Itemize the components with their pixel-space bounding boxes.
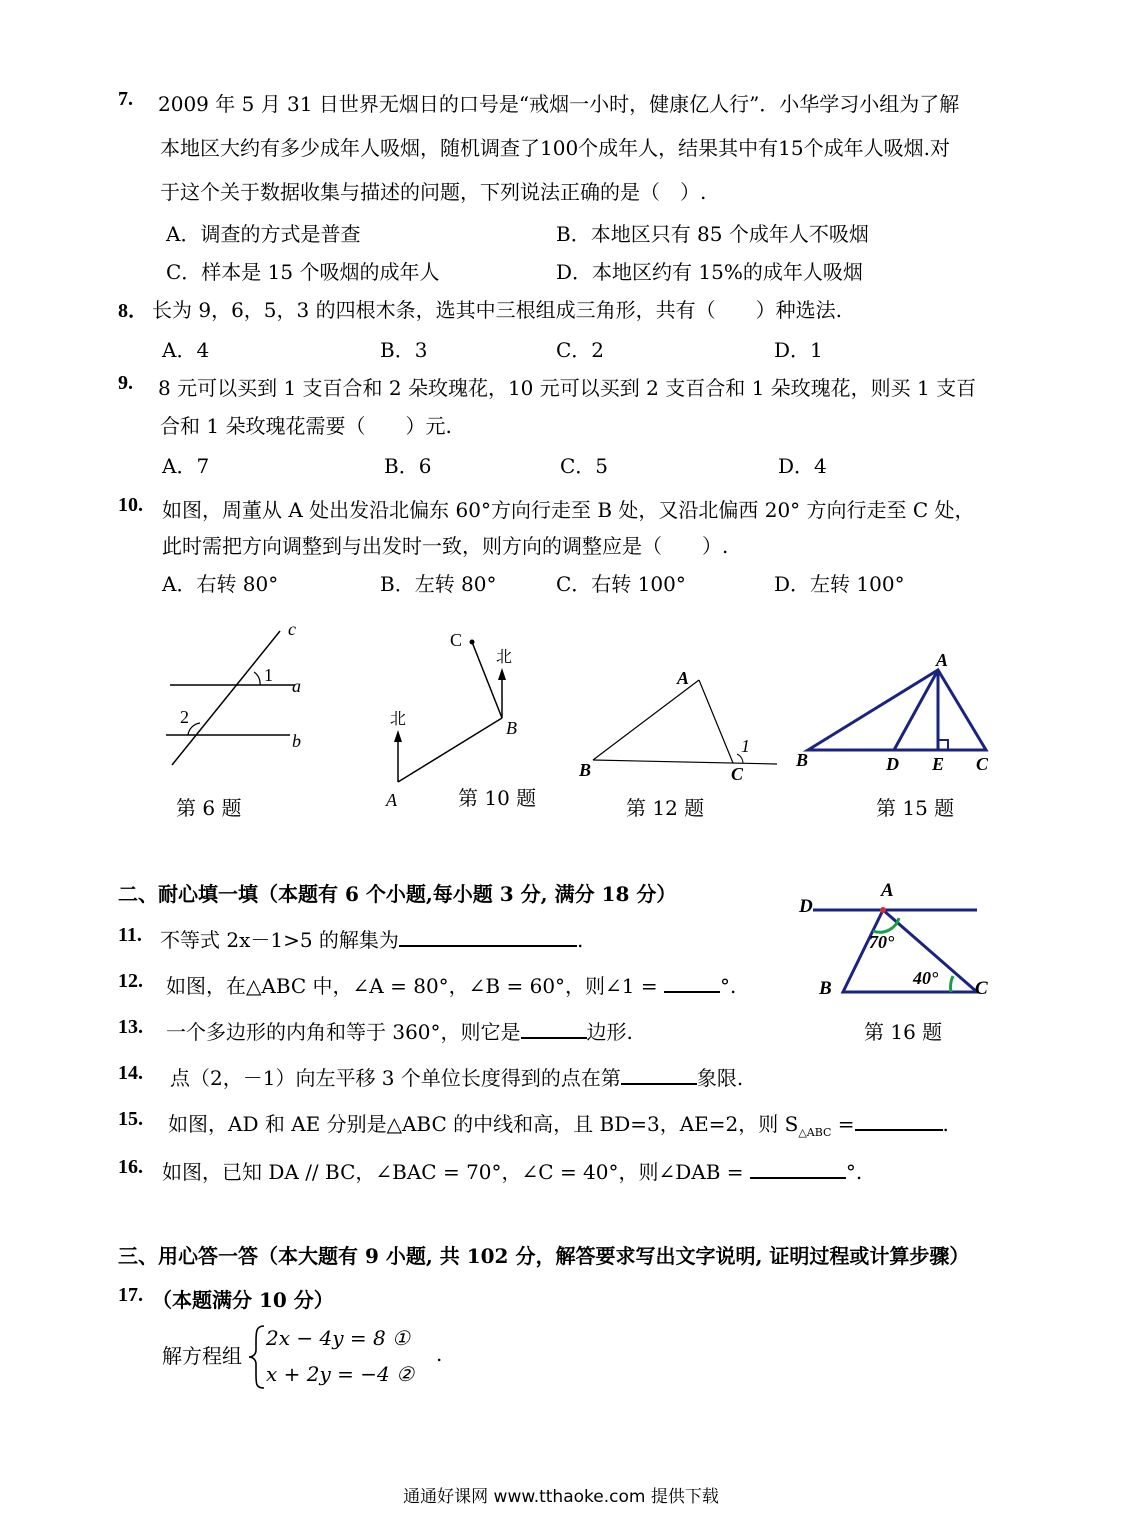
q10-line1: 如图，周董从 A 处出发沿北偏东 60°方向行走至 B 处，又沿北偏西 20° 方向行走至 C 处， [162, 498, 975, 522]
q15-sub: △ABC [798, 1126, 832, 1139]
fig15-label-E: E [932, 754, 945, 774]
fig12-label-A: A [677, 668, 690, 688]
q8-line1: 长为 9，6，5，3 的四根木条，选其中三根组成三角形，共有（ ）种选法. [152, 298, 842, 322]
q16-end: °. [845, 1160, 863, 1184]
q10-option-d: D．左转 100° [774, 572, 905, 596]
q9-option-c: C．5 [560, 454, 609, 478]
q13-text: 一个多边形的内角和等于 360°，则它是 [166, 1020, 521, 1044]
q16-line [162, 1156, 862, 1185]
q15-line [168, 1108, 949, 1139]
q15-number: 15. [118, 1108, 143, 1130]
q8-option-c: C．2 [556, 338, 605, 362]
fig12-label-C: C [731, 764, 744, 784]
q7-line1: 2009 年 5 月 31 日世界无烟日的口号是“戒烟一小时，健康亿人行”．小华学习小组为了解 [158, 92, 960, 116]
q8-option-d: D．1 [774, 338, 823, 362]
fig10-label-north-b: 北 [496, 649, 513, 666]
q14-text: 点（2，－1）向左平移 3 个单位长度得到的点在第 [170, 1066, 621, 1090]
fig16-label-40: 40° [913, 968, 939, 988]
fig6-label-a: a [292, 676, 301, 696]
q9-line1: 8 元可以买到 1 支百合和 2 朵玫瑰花，10 元可以买到 2 支百合和 1 朵玫瑰花，则买 1 支百 [158, 376, 977, 400]
q7-option-c: C．样本是 15 个吸烟的成年人 [166, 260, 440, 284]
q11-end: . [576, 928, 584, 952]
fig6-label-1: 1 [264, 665, 273, 685]
q15-eq: = [831, 1112, 855, 1136]
q8-option-b: B．3 [380, 338, 428, 362]
q9-option-d: D．4 [778, 454, 827, 478]
fig10-label-A: A [386, 790, 397, 810]
fig15-label-B: B [796, 750, 809, 770]
q17-end: . [436, 1342, 443, 1366]
fig12-label-B: B [579, 760, 592, 780]
q14-line [170, 1062, 743, 1091]
q17-lead: 解方程组 [162, 1344, 242, 1368]
q11-number: 11. [118, 924, 142, 946]
q9-number: 9. [118, 372, 133, 394]
fig10-label-C: C [450, 630, 463, 650]
q15-end: . [942, 1112, 949, 1136]
fig15-caption: 第 15 题 [876, 796, 955, 820]
q12-number: 12. [118, 970, 143, 992]
fig12-caption: 第 12 题 [626, 796, 705, 820]
q14-end: 象限. [696, 1066, 744, 1090]
q10-option-c: C．右转 100° [556, 572, 686, 596]
q12-text: 如图，在△ABC 中，∠A = 80°，∠B = 60°，则∠1 = [166, 974, 665, 998]
fig16-label-A: A [881, 880, 894, 901]
q17-brace [246, 1322, 268, 1392]
fig6-caption: 第 6 题 [176, 796, 242, 820]
q13-line [166, 1016, 633, 1045]
q12-line [166, 970, 736, 999]
q9-option-a: A．7 [162, 454, 210, 478]
q16-answer-blank[interactable] [750, 1159, 846, 1179]
q10-line2: 此时需把方向调整到与出发时一致，则方向的调整应是（ ）. [162, 534, 729, 558]
q7-option-a: A．调查的方式是普查 [166, 222, 361, 246]
q7-line3: 于这个关于数据收集与描述的问题，下列说法正确的是（ ）. [160, 180, 707, 204]
fig10-caption: 第 10 题 [458, 786, 537, 810]
q17-equation-2: x + 2y = −4 ② [266, 1362, 415, 1386]
figure-6 [150, 615, 320, 780]
fig16-label-D: D [799, 896, 813, 917]
fig16-label-B: B [819, 978, 832, 999]
q12-end: °. [720, 974, 737, 998]
q11-answer-blank[interactable] [399, 927, 577, 947]
q10-option-a: A．右转 80° [162, 572, 279, 596]
fig6-label-b: b [292, 731, 301, 751]
q7-option-d: D．本地区约有 15%的成年人吸烟 [556, 260, 863, 284]
figure-12 [575, 660, 785, 785]
q17-equation-1: 2x − 4y = 8 ① [266, 1326, 410, 1350]
q14-number: 14. [118, 1062, 143, 1084]
footer-text: 通通好课网 www.tthaoke.com 提供下载 [403, 1487, 719, 1507]
q11-line [160, 924, 583, 953]
fig15-label-C: C [976, 754, 989, 774]
q16-number: 16. [118, 1156, 143, 1178]
q11-text: 不等式 2x－1>5 的解集为 [160, 928, 399, 952]
q8-number: 8． [118, 300, 148, 322]
q12-answer-blank[interactable] [664, 973, 720, 993]
q7-number: 7. [118, 88, 133, 110]
fig6-label-c: c [288, 619, 296, 639]
fig10-label-north-a: 北 [390, 711, 407, 728]
fig16-label-C: C [975, 978, 988, 999]
fig16-label-70: 70° [869, 932, 895, 952]
q13-number: 13. [118, 1016, 143, 1038]
q15-answer-blank[interactable] [855, 1111, 943, 1131]
q17-number: 17. [118, 1284, 143, 1306]
q13-end: 边形. [586, 1020, 633, 1044]
q14-answer-blank[interactable] [621, 1065, 697, 1085]
q9-line2: 合和 1 朵玫瑰花需要（ ）元. [160, 414, 452, 438]
q8-option-a: A．4 [162, 338, 210, 362]
fig16-caption: 第 16 题 [864, 1020, 943, 1044]
q7-option-b: B．本地区只有 85 个成年人不吸烟 [556, 222, 869, 246]
figure-15 [790, 648, 1005, 778]
fig15-label-A: A [936, 650, 949, 670]
q7-line2: 本地区大约有多少成年人吸烟，随机调查了100个成年人，结果其中有15个成年人吸烟.对 [160, 136, 950, 160]
fig6-label-2: 2 [180, 707, 189, 727]
figure-16 [795, 876, 995, 1001]
q10-number: 10. [118, 494, 143, 516]
q15-text: 如图，AD 和 AE 分别是△ABC 的中线和高，且 BD=3，AE=2，则 S [168, 1112, 799, 1136]
fig12-label-1: 1 [741, 736, 750, 756]
fig15-label-D: D [886, 754, 899, 774]
section-2-title: 二、耐心填一填（本题有 6 个小题,每小题 3 分, 满分 18 分） [118, 882, 677, 906]
q16-text: 如图，已知 DA // BC，∠BAC = 70°，∠C = 40°，则∠DAB = [162, 1160, 750, 1184]
q13-answer-blank[interactable] [521, 1019, 587, 1039]
q17-title: （本题满分 10 分） [152, 1288, 334, 1312]
fig10-label-B: B [506, 718, 517, 738]
q9-option-b: B．6 [384, 454, 432, 478]
q10-option-b: B．左转 80° [380, 572, 497, 596]
section-3-title: 三、用心答一答（本大题有 9 小题, 共 102 分，解答要求写出文字说明, 证明过程或计算步骤） [118, 1244, 970, 1268]
